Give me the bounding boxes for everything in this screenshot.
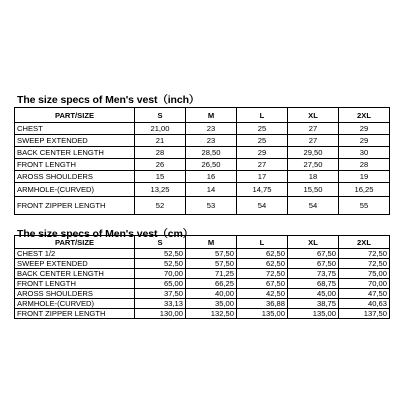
- table-row: [15, 269, 390, 279]
- cell-value: 17: [237, 171, 288, 183]
- table-row: [15, 135, 390, 147]
- inch-header-2xl: 2XL: [339, 108, 390, 123]
- inch-header-xl: XL: [288, 108, 339, 123]
- cell-value: 35,00: [186, 299, 237, 309]
- table-row: [15, 171, 390, 183]
- cm-header-2xl: 2XL: [339, 236, 390, 249]
- cm-header-s: S: [135, 236, 186, 249]
- cell-value: 71,25: [186, 269, 237, 279]
- inch-header-part: PART/SIZE: [15, 108, 135, 123]
- cell-value: 135,00: [288, 309, 339, 319]
- table-row: [15, 159, 390, 171]
- row-label: SWEEP EXTENDED: [15, 259, 135, 269]
- cell-value: 40,63: [339, 299, 390, 309]
- cm-header-part: PART/SIZE: [15, 236, 135, 249]
- table-row: [15, 289, 390, 299]
- cell-value: 19: [339, 171, 390, 183]
- cell-value: 132,50: [186, 309, 237, 319]
- cell-value: 14,75: [237, 183, 288, 197]
- cell-value: 52: [135, 197, 186, 215]
- row-label: BACK CENTER LENGTH: [15, 269, 135, 279]
- inch-header-row: [15, 108, 390, 123]
- cell-value: 54: [237, 197, 288, 215]
- cell-value: 23: [186, 135, 237, 147]
- row-label: SWEEP EXTENDED: [15, 135, 135, 147]
- cell-value: 72,50: [339, 259, 390, 269]
- row-label: FRONT ZIPPER LENGTH: [15, 309, 135, 319]
- cell-value: 52,50: [135, 249, 186, 259]
- cell-value: 18: [288, 171, 339, 183]
- cell-value: 70,00: [339, 279, 390, 289]
- cell-value: 29,50: [288, 147, 339, 159]
- cell-value: 36,88: [237, 299, 288, 309]
- cell-value: 135,00: [237, 309, 288, 319]
- table-row: [15, 183, 390, 197]
- row-label: ARMHOLE-(CURVED): [15, 299, 135, 309]
- cell-value: 73,75: [288, 269, 339, 279]
- cell-value: 33,13: [135, 299, 186, 309]
- table-row: [15, 197, 390, 215]
- cell-value: 42,50: [237, 289, 288, 299]
- cell-value: 15: [135, 171, 186, 183]
- cell-value: 62,50: [237, 259, 288, 269]
- cell-value: 67,50: [288, 249, 339, 259]
- cell-value: 72,50: [237, 269, 288, 279]
- table-row: [15, 299, 390, 309]
- cell-value: 75,00: [339, 269, 390, 279]
- cell-value: 27: [288, 135, 339, 147]
- cell-value: 38,75: [288, 299, 339, 309]
- row-label: AROSS SHOULDERS: [15, 171, 135, 183]
- cell-value: 45,00: [288, 289, 339, 299]
- cm-size-table: [14, 235, 390, 319]
- cell-value: 26,50: [186, 159, 237, 171]
- cell-value: 27,50: [288, 159, 339, 171]
- cell-value: 67,50: [237, 279, 288, 289]
- cell-value: 65,00: [135, 279, 186, 289]
- cell-value: 28: [135, 147, 186, 159]
- cell-value: 27: [237, 159, 288, 171]
- cell-value: 30: [339, 147, 390, 159]
- row-label: BACK CENTER LENGTH: [15, 147, 135, 159]
- cell-value: 23: [186, 123, 237, 135]
- row-label: FRONT ZIPPER LENGTH: [15, 197, 135, 215]
- table-row: [15, 147, 390, 159]
- cell-value: 62,50: [237, 249, 288, 259]
- cell-value: 70,00: [135, 269, 186, 279]
- cell-value: 21,00: [135, 123, 186, 135]
- row-label: CHEST: [15, 123, 135, 135]
- cell-value: 66,25: [186, 279, 237, 289]
- cell-value: 55: [339, 197, 390, 215]
- cell-value: 27: [288, 123, 339, 135]
- cell-value: 37,50: [135, 289, 186, 299]
- cm-header-row: [15, 236, 390, 249]
- cell-value: 68,75: [288, 279, 339, 289]
- table-row: [15, 249, 390, 259]
- row-label: ARMHOLE-(CURVED): [15, 183, 135, 197]
- cell-value: 29: [237, 147, 288, 159]
- cell-value: 57,50: [186, 249, 237, 259]
- cell-value: 72,50: [339, 249, 390, 259]
- cell-value: 57,50: [186, 259, 237, 269]
- cell-value: 16: [186, 171, 237, 183]
- cell-value: 40,00: [186, 289, 237, 299]
- inch-header-s: S: [135, 108, 186, 123]
- cell-value: 13,25: [135, 183, 186, 197]
- cell-value: 47,50: [339, 289, 390, 299]
- cell-value: 26: [135, 159, 186, 171]
- row-label: CHEST 1/2: [15, 249, 135, 259]
- cell-value: 21: [135, 135, 186, 147]
- inch-size-table: [14, 107, 390, 215]
- table-row: [15, 123, 390, 135]
- cell-value: 29: [339, 123, 390, 135]
- table-row: [15, 279, 390, 289]
- inch-table-title: The size specs of Men's vest（inch）: [17, 94, 200, 106]
- cell-value: 54: [288, 197, 339, 215]
- cell-value: 28,50: [186, 147, 237, 159]
- cell-value: 15,50: [288, 183, 339, 197]
- cell-value: 25: [237, 123, 288, 135]
- cm-table-title: The size specs of Men's vest（cm）: [17, 228, 194, 240]
- inch-header-l: L: [237, 108, 288, 123]
- cell-value: 67,50: [288, 259, 339, 269]
- cell-value: 29: [339, 135, 390, 147]
- table-row: [15, 309, 390, 319]
- cm-header-l: L: [237, 236, 288, 249]
- cell-value: 16,25: [339, 183, 390, 197]
- inch-header-m: M: [186, 108, 237, 123]
- row-label: FRONT LENGTH: [15, 279, 135, 289]
- cell-value: 130,00: [135, 309, 186, 319]
- table-row: [15, 259, 390, 269]
- cell-value: 28: [339, 159, 390, 171]
- cell-value: 25: [237, 135, 288, 147]
- cell-value: 14: [186, 183, 237, 197]
- row-label: FRONT LENGTH: [15, 159, 135, 171]
- cell-value: 53: [186, 197, 237, 215]
- row-label: AROSS SHOULDERS: [15, 289, 135, 299]
- cm-header-m: M: [186, 236, 237, 249]
- cell-value: 137,50: [339, 309, 390, 319]
- cell-value: 52,50: [135, 259, 186, 269]
- cm-header-xl: XL: [288, 236, 339, 249]
